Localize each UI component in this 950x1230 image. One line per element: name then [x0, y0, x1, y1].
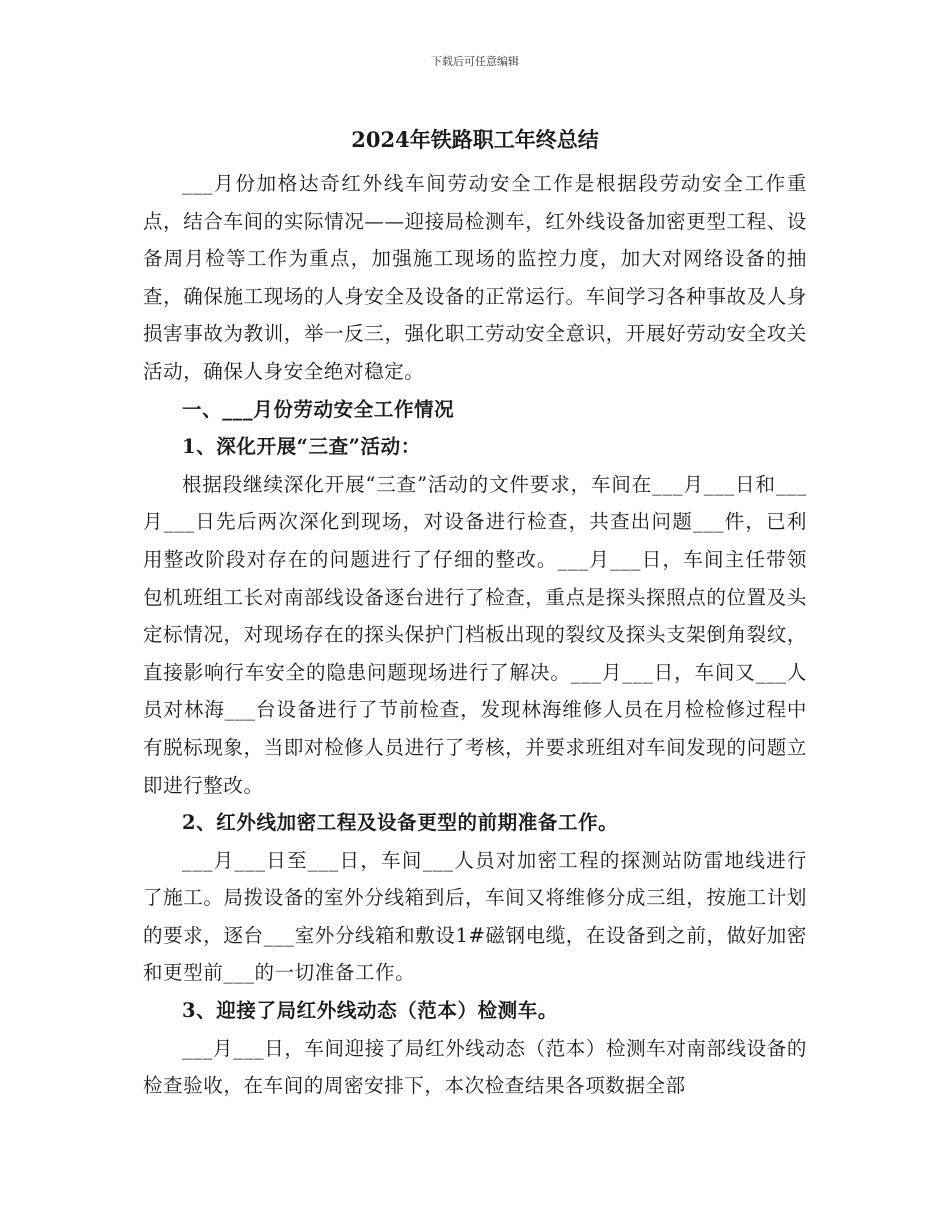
item-heading-2: 2、红外线加密工程及设备更型的前期准备工作。 [182, 811, 619, 835]
intro-paragraph: ___月份加格达奇红外线车间劳动安全工作是根据段劳动安全工作重点，结合车间的实际情况——迎接局检测车，红外线设备加密更型工程、设备周月检等工作为重点，加强施工现场的监控力度，加大对网络设备的抽查，确保施工现场的人身安全及设备的正常运行。车间学习各种事故及人身损害事故为教训，举一反三，强化职工劳动安全意识，开展好劳动安全攻关活动，确保人身安全绝对稳定。 [143, 172, 807, 383]
item-heading-1: 1、深化开展“三查”活动： [182, 435, 421, 459]
item-heading-3: 3、迎接了局红外线动态（范本）检测车。 [182, 999, 558, 1023]
item-body-3: ___月___日，车间迎接了局红外线动态（范本）检测车对南部线设备的检查验收，在车间的周密安排下，本次检查结果各项数据全部 [143, 1036, 807, 1098]
item-body-1: 根据段继续深化开展“三查”活动的文件要求，车间在___月___日和___月___日先后两次深化到现场，对设备进行检查，共查出问题___件，已利用整改阶段对存在的问题进行了仔细的整改。___月___日，车间主任带领包机班组工长对南部线设备逐台进行了检查，重点是探头探照点的位置及头定标情况，对现场存在的探头保护门档板出现的裂纹及探头支架倒角裂纹，直接影响行车安全的隐患问题现场进行了解决。___月___日，车间又___人员对林海___台设备进行了节前检查，发现林海维修人员在月检检修过程中有脱标现象，当即对检修人员进行了考核，并要求班组对车间发现的问题立即进行整改。 [143, 472, 807, 797]
header-note: 下载后可任意编辑 [431, 55, 519, 68]
section-heading: 一、___月份劳动安全工作情况 [182, 397, 455, 421]
document-title: 2024年铁路职工年终总结 [351, 127, 599, 152]
document-body [143, 118, 807, 1105]
item-body-2: ___月___日至___日，车间___人员对加密工程的探测站防雷地线进行了施工。局拨设备的室外分线箱到后，车间又将维修分成三组，按施工计划的要求，逐台___室外分线箱和敷设1#磁钢电缆，在设备到之前，做好加密和更型前___的一切准备工作。 [143, 848, 807, 985]
